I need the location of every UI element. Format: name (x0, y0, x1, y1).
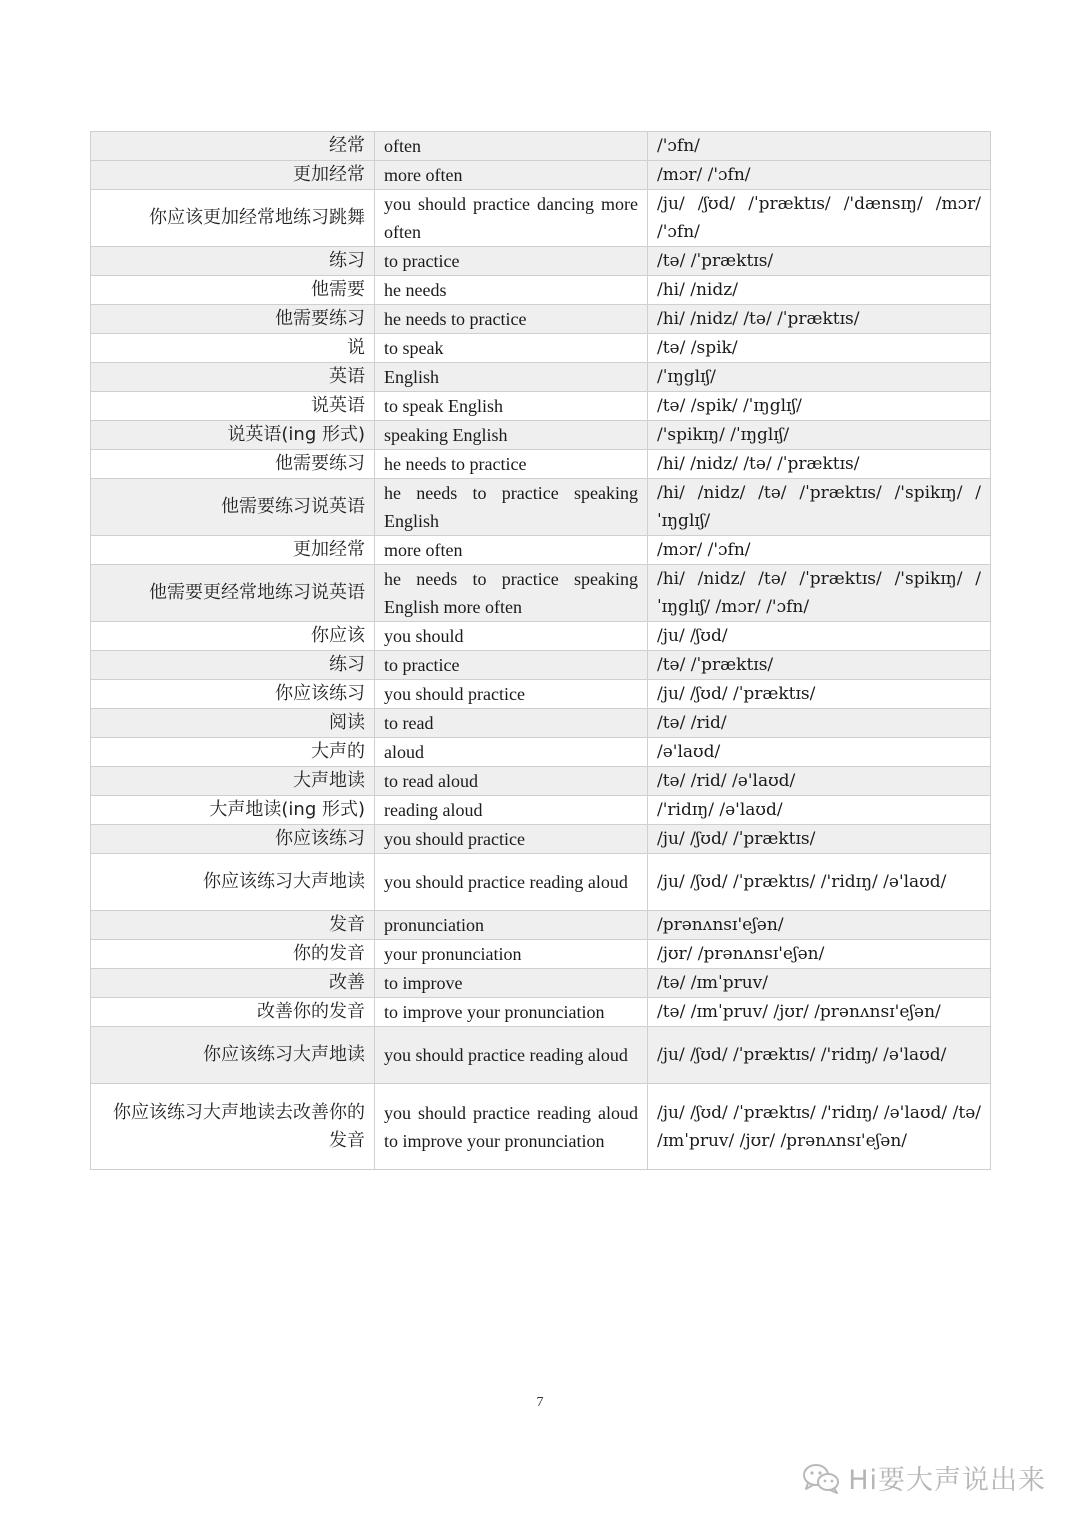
chinese-cell: 阅读 (91, 709, 375, 738)
vocabulary-table (90, 131, 991, 1170)
phonetic-cell: /tə/ /ɪmˈpruv/ (648, 969, 991, 998)
table-row (91, 132, 991, 161)
phonetic-cell: /tə/ /ɪmˈpruv/ /jʊr/ /prənʌnsɪ'eʃən/ (648, 998, 991, 1027)
table-row (91, 565, 991, 622)
english-cell: he needs to practice (375, 305, 648, 334)
chinese-cell: 你应该练习 (91, 825, 375, 854)
phonetic-cell: /'ɔfn/ (648, 132, 991, 161)
phonetic-cell: /ju/ /ʃʊd/ /ˈpræktɪs/ /'dænsɪŋ/ /mɔr/ /'ɔfn/ (648, 190, 991, 247)
phonetic-cell: /tə/ /ˈpræktɪs/ (648, 651, 991, 680)
english-cell: you should (375, 622, 648, 651)
english-cell: more often (375, 536, 648, 565)
english-cell: pronunciation (375, 911, 648, 940)
english-cell: he needs to practice speaking English more often (375, 565, 648, 622)
chinese-cell: 大声地读(ing 形式) (91, 796, 375, 825)
table-row (91, 190, 991, 247)
phonetic-cell: /tə/ /rid/ /ə'laʊd/ (648, 767, 991, 796)
phonetic-cell: /ju/ /ʃʊd/ /ˈpræktɪs/ (648, 680, 991, 709)
table-row (91, 334, 991, 363)
english-cell: aloud (375, 738, 648, 767)
table-row (91, 392, 991, 421)
english-cell: to improve your pronunciation (375, 998, 648, 1027)
phonetic-cell: /ju/ /ʃʊd/ /ˈpræktɪs/ /'ridɪŋ/ /ə'laʊd/ (648, 1027, 991, 1084)
phonetic-cell: /hi/ /nidz/ (648, 276, 991, 305)
phonetic-cell: /ju/ /ʃʊd/ /ˈpræktɪs/ /'ridɪŋ/ /ə'laʊd/ /tə/ /ɪmˈpruv/ /jʊr/ /prənʌnsɪ'eʃən/ (648, 1084, 991, 1170)
phonetic-cell: /hi/ /nidz/ /tə/ /ˈpræktɪs/ /'spikɪŋ/ /ˈɪŋglɪʃ/ /mɔr/ /'ɔfn/ (648, 565, 991, 622)
table-row (91, 680, 991, 709)
chinese-cell: 你应该练习大声地读 (91, 854, 375, 911)
phonetic-cell: /mɔr/ /'ɔfn/ (648, 536, 991, 565)
table-row (91, 651, 991, 680)
phonetic-cell: /'ridɪŋ/ /ə'laʊd/ (648, 796, 991, 825)
phonetic-cell: /ju/ /ʃʊd/ (648, 622, 991, 651)
table-row (91, 738, 991, 767)
table-row (91, 911, 991, 940)
watermark (802, 1458, 1046, 1497)
english-cell: he needs to practice speaking English (375, 479, 648, 536)
table-row (91, 363, 991, 392)
english-cell: your pronunciation (375, 940, 648, 969)
watermark-text: Hi要大声说出来 (848, 1465, 1046, 1496)
page-number: 7 (536, 1395, 544, 1410)
chinese-cell: 你的发音 (91, 940, 375, 969)
english-cell: English (375, 363, 648, 392)
chinese-cell: 他需要练习 (91, 305, 375, 334)
wechat-icon (802, 1462, 840, 1494)
table-row (91, 767, 991, 796)
english-cell: to read (375, 709, 648, 738)
chinese-cell: 改善 (91, 969, 375, 998)
chinese-cell: 你应该练习大声地读 (91, 1027, 375, 1084)
table-row (91, 1084, 991, 1170)
chinese-cell: 发音 (91, 911, 375, 940)
english-cell: you should practice reading aloud (375, 854, 648, 911)
table-row (91, 305, 991, 334)
english-cell: you should practice reading aloud (375, 1027, 648, 1084)
english-cell: you should practice reading aloud to improve your pronunciation (375, 1084, 648, 1170)
phonetic-cell: /hi/ /nidz/ /tə/ /ˈpræktɪs/ (648, 305, 991, 334)
english-cell: to read aloud (375, 767, 648, 796)
table-row (91, 450, 991, 479)
chinese-cell: 更加经常 (91, 536, 375, 565)
chinese-cell: 他需要练习 (91, 450, 375, 479)
table-row (91, 479, 991, 536)
table-row (91, 276, 991, 305)
chinese-cell: 练习 (91, 247, 375, 276)
english-cell: he needs (375, 276, 648, 305)
english-cell: you should practice dancing more often (375, 190, 648, 247)
table-row (91, 709, 991, 738)
phonetic-cell: /jʊr/ /prənʌnsɪ'eʃən/ (648, 940, 991, 969)
english-cell: he needs to practice (375, 450, 648, 479)
chinese-cell: 说英语(ing 形式) (91, 421, 375, 450)
english-cell: to speak (375, 334, 648, 363)
phonetic-cell: /ə'laʊd/ (648, 738, 991, 767)
table-row (91, 161, 991, 190)
table-row (91, 796, 991, 825)
chinese-cell: 他需要练习说英语 (91, 479, 375, 536)
phonetic-cell: /prənʌnsɪ'eʃən/ (648, 911, 991, 940)
chinese-cell: 英语 (91, 363, 375, 392)
chinese-cell: 说英语 (91, 392, 375, 421)
english-cell: to improve (375, 969, 648, 998)
phonetic-cell: /hi/ /nidz/ /tə/ /ˈpræktɪs/ (648, 450, 991, 479)
phonetic-cell: /'spikɪŋ/ /ˈɪŋglɪʃ/ (648, 421, 991, 450)
table-row (91, 247, 991, 276)
chinese-cell: 你应该更加经常地练习跳舞 (91, 190, 375, 247)
table-row (91, 998, 991, 1027)
chinese-cell: 改善你的发音 (91, 998, 375, 1027)
chinese-cell: 大声的 (91, 738, 375, 767)
chinese-cell: 你应该 (91, 622, 375, 651)
english-cell: often (375, 132, 648, 161)
english-cell: you should practice (375, 825, 648, 854)
table-row (91, 622, 991, 651)
chinese-cell: 练习 (91, 651, 375, 680)
english-cell: to practice (375, 247, 648, 276)
chinese-cell: 他需要 (91, 276, 375, 305)
table-row (91, 421, 991, 450)
chinese-cell: 说 (91, 334, 375, 363)
chinese-cell: 经常 (91, 132, 375, 161)
chinese-cell: 他需要更经常地练习说英语 (91, 565, 375, 622)
phonetic-cell: /mɔr/ /'ɔfn/ (648, 161, 991, 190)
english-cell: you should practice (375, 680, 648, 709)
phonetic-cell: /tə/ /ˈpræktɪs/ (648, 247, 991, 276)
english-cell: speaking English (375, 421, 648, 450)
phonetic-cell: /ju/ /ʃʊd/ /ˈpræktɪs/ /'ridɪŋ/ /ə'laʊd/ (648, 854, 991, 911)
chinese-cell: 大声地读 (91, 767, 375, 796)
chinese-cell: 你应该练习大声地读去改善你的发音 (91, 1084, 375, 1170)
english-cell: more often (375, 161, 648, 190)
chinese-cell: 你应该练习 (91, 680, 375, 709)
table-row (91, 536, 991, 565)
vocabulary-table-body (91, 132, 991, 1170)
english-cell: to practice (375, 651, 648, 680)
table-row (91, 825, 991, 854)
table-row (91, 1027, 991, 1084)
phonetic-cell: /ju/ /ʃʊd/ /ˈpræktɪs/ (648, 825, 991, 854)
phonetic-cell: /tə/ /spik/ (648, 334, 991, 363)
english-cell: to speak English (375, 392, 648, 421)
english-cell: reading aloud (375, 796, 648, 825)
table-row (91, 854, 991, 911)
phonetic-cell: /tə/ /spik/ /ˈɪŋglɪʃ/ (648, 392, 991, 421)
phonetic-cell: /hi/ /nidz/ /tə/ /ˈpræktɪs/ /'spikɪŋ/ /ˈɪŋglɪʃ/ (648, 479, 991, 536)
phonetic-cell: /tə/ /rid/ (648, 709, 991, 738)
chinese-cell: 更加经常 (91, 161, 375, 190)
table-row (91, 969, 991, 998)
table-row (91, 940, 991, 969)
phonetic-cell: /ˈɪŋglɪʃ/ (648, 363, 991, 392)
